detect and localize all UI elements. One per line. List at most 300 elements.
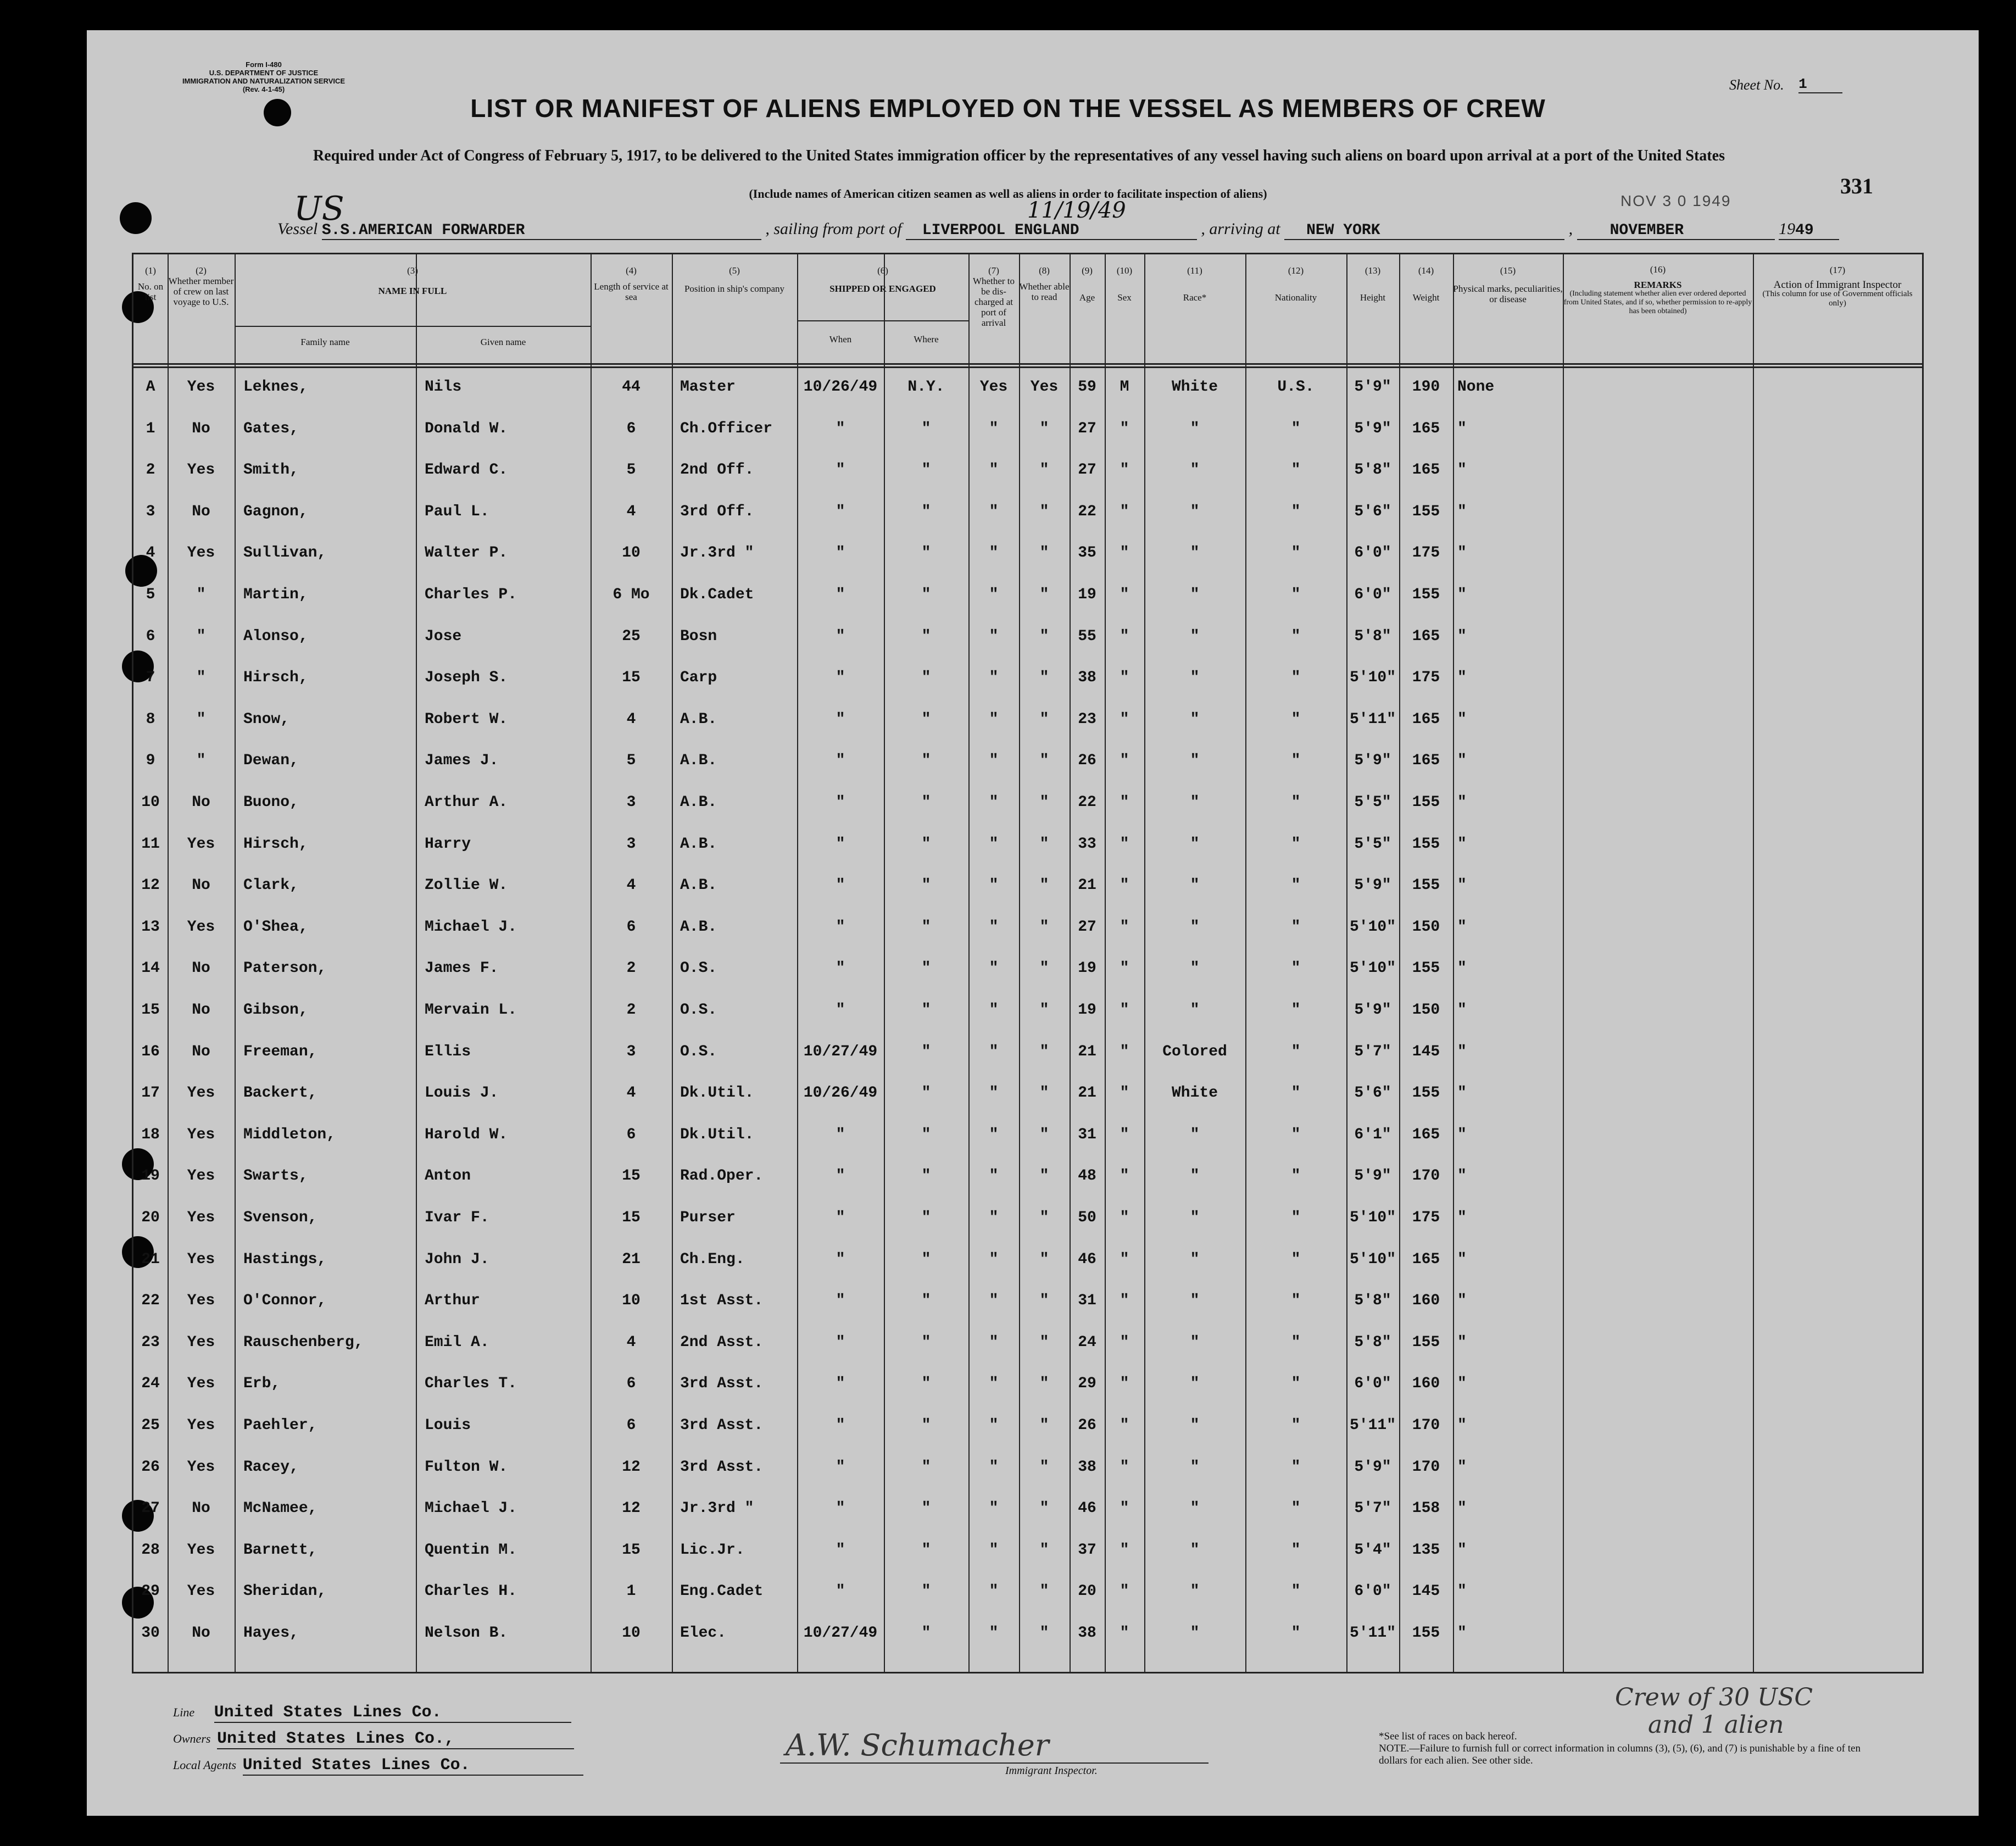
cell-height: 5'9" bbox=[1354, 420, 1391, 437]
table-row bbox=[133, 1036, 1922, 1076]
cell-read: Yes bbox=[1030, 379, 1059, 396]
cell-given: Nils bbox=[425, 379, 462, 396]
cell-no: 3 bbox=[146, 503, 155, 520]
cell-height: 5'8" bbox=[1354, 627, 1391, 645]
cell-marks: " bbox=[1457, 627, 1467, 645]
cell-discharged: " bbox=[989, 752, 999, 770]
cell-position: 3rd Off. bbox=[680, 503, 754, 520]
cell-service: 2 bbox=[626, 1002, 636, 1019]
cell-given: Ivar F. bbox=[425, 1209, 489, 1226]
cell-nationality: " bbox=[1291, 1126, 1301, 1143]
cell-no: 27 bbox=[141, 1500, 160, 1517]
cell-when: " bbox=[836, 1002, 845, 1019]
cell-height: 5'5" bbox=[1354, 794, 1391, 811]
cell-service: 6 bbox=[626, 1417, 636, 1434]
cell-age: 23 bbox=[1078, 710, 1096, 728]
cell-weight: 170 bbox=[1412, 1417, 1440, 1434]
cell-given: Zollie W. bbox=[425, 877, 508, 894]
cell-sex: " bbox=[1120, 1500, 1129, 1517]
crew-table: (1) No. on list (2) Whether member of crew on last voyage to U.S. (3) NAME IN FULL Family name Given name (4) Length of service at sea (5) Position in ship's company (6) SHIPPED OR ENGAGED When Where (7) Whether to be dis-charged at port of arrival (8) Whether able to read (9) Age (10) Sex (11) Race* (12) Nationality (13) Height (14) Weight (15) Physical marks, peculiarities, or disease (16) REMARKS (Including statement whether alien ever ordered deported from United States, and if so, whether permission to re-apply has been obtained) (17) Action of Immigrant Inspector (This column for use of Government officials only) A Yes Leknes, Nils 44 Master 10/26/49 N.Y. Yes Yes 59 M White U.S. 5'9" 190 None 1 No Gates, Donald W. 6 Ch.Officer " " " " 27 " " " 5'9" 165 " 2 Yes Smith, Edward C. 5 2nd Off. " " " " 27 " " " 5'8" 165 " 3 No Gagnon, Paul L. 4 3rd Off. " " " " 22 " " " 5'6" 155 " 4 Yes Sullivan, Walter P. 10 Jr.3rd " " " " " 35 " " " 6'0" 175 " 5 " Martin, Charles P. 6 Mo Dk.Cadet " " " " 19 " " " 6'0" 155 " 6 " Alonso, Jose 25 Bosn " " " " 55 " " " 5'8" 165 " 7 " Hirsch, Joseph S. 15 Carp " " " " 38 " " " 5'10" 175 " 8 " Snow, Robert W. 4 A.B. " " " " 23 " " " 5'11" 165 " 9 " Dewan, James J. 5 A.B. " " " " 26 " " " 5'9" 165 " 10 No Buono, Arthur A. 3 A.B. " " " " 22 " " " 5'5" 155 " 11 Yes Hirsch, Harry 3 A.B. " " " " 33 " " " 5'5" 155 " 12 No Clark, Zollie W. 4 A.B. " " " " 21 " " " 5'9" 155 " 13 Yes O'Shea, Michael J. 6 A.B. " " " " 27 " " " 5'10" 150 " 14 No Paterson, James F. 2 O.S. " " " " 19 " " " 5'10" 155 " 15 No Gibson, Mervain L. 2 O.S. " " " " 19 " " " 5'9" 150 " 16 No Freeman, Ellis 3 O.S. 10/27/49 " " " 21 " Colored " 5'7" 145 " 17 Yes Backert, Louis J. 4 Dk.Util. 10/26/49 " " " 21 " White " 5'6" 155 " 18 Yes Middleton, Harold W. 6 Dk.Util. " " " " 31 " " " 6'1" 165 " 19 Yes Swarts, Anton 15 Rad.Oper. " " " " 48 " " " 5'9" 170 " 20 Yes Svenson, Ivar F. 15 Purser " " " " 50 " " " 5'10" 175 " 21 Yes Hastings, John J. 21 Ch.Eng. " " " " 46 " " " 5'10" 165 " 22 Yes O'Connor, Arthur 10 1st Asst. " " " " 31 " " " 5'8" 160 " 23 Yes Rauschenberg, Emil A. 4 2nd Asst. " " " " 24 " " " 5'8" 155 " 24 Yes Erb, Charles T. 6 3rd Asst. " " " " 29 " " " 6'0" 160 " 25 Yes Paehler, Louis 6 3rd Asst. " " " " 26 " " " 5'11" 170 " 26 Yes Racey, Fulton W. 12 3rd Asst. " " " " 38 " " " 5'9" 170 " 27 No McNamee, Michael J. 12 Jr.3rd " " " " " 46 " " " 5'7" 158 " 28 Yes Barnett, Quentin M. 15 Lic.Jr. " " " " 37 " " " 5'4" 135 " 29 Yes Sheridan, Charles H. 1 Eng.Cadet " " " " 20 " " " 6'0" 145 " 30 No Hayes, Nelson B. 10 Elec. 10/27/49 " " " 38 " " " 5'11" 155 " bbox=[132, 253, 1924, 1673]
cell-family: Sheridan, bbox=[243, 1583, 327, 1600]
cell-service: 3 bbox=[626, 1043, 636, 1060]
cell-given: Donald W. bbox=[425, 420, 508, 437]
cell-marks: " bbox=[1457, 1375, 1467, 1393]
cell-height: 5'11" bbox=[1349, 1625, 1396, 1642]
cell-last: Yes bbox=[187, 379, 215, 396]
cell-when: " bbox=[836, 420, 845, 437]
include-note: (Include names of American citizen seamen as well as aliens in order to facilitate inspection of aliens) bbox=[749, 187, 1267, 201]
cell-position: O.S. bbox=[680, 1002, 717, 1019]
cell-age: 48 bbox=[1078, 1167, 1096, 1185]
cell-marks: " bbox=[1457, 1167, 1467, 1185]
cell-height: 5'8" bbox=[1354, 462, 1391, 479]
cell-sex: " bbox=[1120, 1167, 1129, 1185]
cell-discharged: " bbox=[989, 1583, 999, 1600]
cell-when: 10/26/49 bbox=[803, 379, 878, 396]
cell-when: " bbox=[836, 794, 845, 811]
cell-weight: 165 bbox=[1412, 1126, 1440, 1143]
cell-last: " bbox=[196, 669, 206, 687]
cell-sex: " bbox=[1120, 1209, 1129, 1226]
cell-where: " bbox=[921, 1625, 931, 1642]
cell-nationality: " bbox=[1291, 627, 1301, 645]
cell-where: " bbox=[921, 835, 931, 853]
cell-discharged: " bbox=[989, 877, 999, 894]
cell-marks: " bbox=[1457, 918, 1467, 936]
cell-position: Purser bbox=[680, 1209, 736, 1226]
cell-where: " bbox=[921, 1167, 931, 1185]
cell-height: 5'6" bbox=[1354, 503, 1391, 520]
cell-weight: 165 bbox=[1412, 462, 1440, 479]
cell-height: 5'7" bbox=[1354, 1500, 1391, 1517]
cell-marks: " bbox=[1457, 1085, 1467, 1102]
cell-sex: " bbox=[1120, 835, 1129, 853]
cell-sex: " bbox=[1120, 918, 1129, 936]
cell-marks: " bbox=[1457, 752, 1467, 770]
cell-race: " bbox=[1190, 877, 1200, 894]
cell-given: James F. bbox=[425, 960, 499, 977]
cell-race: " bbox=[1190, 752, 1200, 770]
cell-family: Dewan, bbox=[243, 752, 299, 770]
cell-discharged: " bbox=[989, 1250, 999, 1268]
cell-service: 3 bbox=[626, 794, 636, 811]
table-row bbox=[133, 579, 1922, 619]
cell-last: Yes bbox=[187, 1126, 215, 1143]
cell-position: A.B. bbox=[680, 710, 717, 728]
header-bottom-rule bbox=[133, 363, 1922, 365]
cell-sex: " bbox=[1120, 1126, 1129, 1143]
cell-read: " bbox=[1039, 1043, 1049, 1060]
cell-position: Dk.Cadet bbox=[680, 586, 754, 603]
cell-where: " bbox=[921, 1541, 931, 1559]
cell-last: No bbox=[192, 877, 210, 894]
cell-age: 27 bbox=[1078, 918, 1096, 936]
cell-discharged: " bbox=[989, 1126, 999, 1143]
cell-read: " bbox=[1039, 1625, 1049, 1642]
cell-no: 10 bbox=[141, 794, 160, 811]
cell-position: A.B. bbox=[680, 794, 717, 811]
cell-family: O'Shea, bbox=[243, 918, 308, 936]
cell-marks: " bbox=[1457, 1126, 1467, 1143]
cell-family: Sullivan, bbox=[243, 544, 327, 562]
cell-height: 5'10" bbox=[1349, 918, 1396, 936]
cell-age: 35 bbox=[1078, 544, 1096, 562]
cell-family: Smith, bbox=[243, 462, 299, 479]
header-bottom-rule bbox=[133, 366, 1922, 368]
cell-when: " bbox=[836, 752, 845, 770]
cell-when: " bbox=[836, 1583, 845, 1600]
cell-family: Gagnon, bbox=[243, 503, 308, 520]
cell-age: 31 bbox=[1078, 1292, 1096, 1310]
table-row bbox=[133, 661, 1922, 702]
cell-last: Yes bbox=[187, 1583, 215, 1600]
cell-height: 5'8" bbox=[1354, 1292, 1391, 1310]
cell-race: " bbox=[1190, 794, 1200, 811]
cell-age: 19 bbox=[1078, 960, 1096, 977]
cell-given: Quentin M. bbox=[425, 1541, 517, 1559]
cell-read: " bbox=[1039, 1209, 1049, 1226]
cell-discharged: " bbox=[989, 960, 999, 977]
cell-sex: " bbox=[1120, 752, 1129, 770]
cell-race: White bbox=[1171, 379, 1218, 396]
cell-where: " bbox=[921, 544, 931, 562]
cell-marks: " bbox=[1457, 1002, 1467, 1019]
cell-weight: 175 bbox=[1412, 1209, 1440, 1226]
cell-service: 15 bbox=[622, 1541, 641, 1559]
cell-age: 22 bbox=[1078, 503, 1096, 520]
cell-family: Snow, bbox=[243, 710, 290, 728]
cell-sex: " bbox=[1120, 1541, 1129, 1559]
cell-weight: 150 bbox=[1412, 918, 1440, 936]
cell-where: " bbox=[921, 462, 931, 479]
cell-given: Fulton W. bbox=[425, 1458, 508, 1476]
cell-when: " bbox=[836, 877, 845, 894]
cell-age: 38 bbox=[1078, 1458, 1096, 1476]
cell-weight: 135 bbox=[1412, 1541, 1440, 1559]
cell-given: Edward C. bbox=[425, 462, 508, 479]
cell-weight: 155 bbox=[1412, 1085, 1440, 1102]
cell-weight: 160 bbox=[1412, 1292, 1440, 1310]
table-row bbox=[133, 454, 1922, 494]
cell-position: Jr.3rd " bbox=[680, 1500, 754, 1517]
cell-read: " bbox=[1039, 1333, 1049, 1351]
cell-when: " bbox=[836, 462, 845, 479]
cell-no: 2 bbox=[146, 462, 155, 479]
page-number: 331 bbox=[1840, 174, 1873, 198]
cell-race: " bbox=[1190, 1333, 1200, 1351]
cell-nationality: " bbox=[1291, 1417, 1301, 1434]
cell-last: Yes bbox=[187, 544, 215, 562]
sheet-number: Sheet No. 1 bbox=[1729, 76, 1842, 93]
cell-given: Michael J. bbox=[425, 918, 517, 936]
cell-race: " bbox=[1190, 1541, 1200, 1559]
cell-race: " bbox=[1190, 1417, 1200, 1434]
cell-race: " bbox=[1190, 627, 1200, 645]
cell-marks: " bbox=[1457, 669, 1467, 687]
cell-read: " bbox=[1039, 710, 1049, 728]
cell-age: 55 bbox=[1078, 627, 1096, 645]
cell-race: Colored bbox=[1162, 1043, 1227, 1060]
table-row bbox=[133, 1617, 1922, 1658]
table-row bbox=[133, 1119, 1922, 1159]
cell-age: 29 bbox=[1078, 1375, 1096, 1393]
cell-height: 5'9" bbox=[1354, 877, 1391, 894]
cell-when: " bbox=[836, 835, 845, 853]
cell-race: " bbox=[1190, 1292, 1200, 1310]
cell-sex: " bbox=[1120, 1292, 1129, 1310]
sailing-port: LIVERPOOL ENGLAND bbox=[906, 222, 1197, 240]
cell-sex: " bbox=[1120, 1583, 1129, 1600]
cell-nationality: " bbox=[1291, 1458, 1301, 1476]
cell-read: " bbox=[1039, 420, 1049, 437]
table-row bbox=[133, 952, 1922, 993]
cell-discharged: " bbox=[989, 1043, 999, 1060]
cell-where: " bbox=[921, 1458, 931, 1476]
cell-marks: " bbox=[1457, 462, 1467, 479]
cell-family: Alonso, bbox=[243, 627, 308, 645]
cell-no: 9 bbox=[146, 752, 155, 770]
cell-last: No bbox=[192, 960, 210, 977]
cell-race: " bbox=[1190, 586, 1200, 603]
cell-sex: " bbox=[1120, 710, 1129, 728]
cell-given: Emil A. bbox=[425, 1333, 489, 1351]
cell-nationality: " bbox=[1291, 669, 1301, 687]
required-statement: Required under Act of Congress of February 5, 1917, to be delivered to the United States immigration officer by the representatives of any vessel having such aliens on board upon arrival at a port of the United States bbox=[313, 147, 1725, 164]
cell-age: 19 bbox=[1078, 586, 1096, 603]
table-row bbox=[133, 1534, 1922, 1575]
cell-family: Svenson, bbox=[243, 1209, 318, 1226]
cell-race: " bbox=[1190, 1126, 1200, 1143]
cell-last: Yes bbox=[187, 1292, 215, 1310]
cell-position: Ch.Eng. bbox=[680, 1250, 745, 1268]
cell-age: 21 bbox=[1078, 1085, 1096, 1102]
cell-nationality: " bbox=[1291, 503, 1301, 520]
cell-no: 18 bbox=[141, 1126, 160, 1143]
cell-discharged: " bbox=[989, 627, 999, 645]
cell-no: 7 bbox=[146, 669, 155, 687]
cell-discharged: " bbox=[989, 669, 999, 687]
cell-weight: 160 bbox=[1412, 1375, 1440, 1393]
cell-read: " bbox=[1039, 877, 1049, 894]
cell-position: Jr.3rd " bbox=[680, 544, 754, 562]
table-row bbox=[133, 1326, 1922, 1367]
cell-position: Master bbox=[680, 379, 736, 396]
cell-weight: 170 bbox=[1412, 1458, 1440, 1476]
table-row bbox=[133, 828, 1922, 869]
cell-given: Ellis bbox=[425, 1043, 471, 1060]
cell-weight: 145 bbox=[1412, 1583, 1440, 1600]
cell-height: 5'10" bbox=[1349, 1250, 1396, 1268]
form-identifier: Form I-480 U.S. DEPARTMENT OF JUSTICE IMMIGRATION AND NATURALIZATION SERVICE (Rev. 4-1-45) bbox=[182, 60, 346, 93]
cell-nationality: " bbox=[1291, 544, 1301, 562]
cell-given: Arthur bbox=[425, 1292, 480, 1310]
cell-given: Joseph S. bbox=[425, 669, 508, 687]
cell-weight: 155 bbox=[1412, 1333, 1440, 1351]
table-row bbox=[133, 1492, 1922, 1533]
cell-when: " bbox=[836, 1167, 845, 1185]
cell-when: " bbox=[836, 669, 845, 687]
cell-family: O'Connor, bbox=[243, 1292, 327, 1310]
cell-height: 5'9" bbox=[1354, 379, 1391, 396]
arriving-port: NEW YORK bbox=[1284, 222, 1564, 240]
cell-race: " bbox=[1190, 1375, 1200, 1393]
cell-when: 10/27/49 bbox=[803, 1043, 878, 1060]
cell-height: 5'10" bbox=[1349, 669, 1396, 687]
cell-when: " bbox=[836, 1417, 845, 1434]
inspector-label: Immigrant Inspector. bbox=[1005, 1765, 1098, 1777]
cell-marks: " bbox=[1457, 1625, 1467, 1642]
cell-family: McNamee, bbox=[243, 1500, 318, 1517]
cell-marks: " bbox=[1457, 1292, 1467, 1310]
cell-read: " bbox=[1039, 586, 1049, 603]
cell-where: " bbox=[921, 710, 931, 728]
received-stamp: NOV 3 0 1949 bbox=[1620, 192, 1731, 209]
cell-position: 1st Asst. bbox=[680, 1292, 764, 1310]
cell-nationality: " bbox=[1291, 1043, 1301, 1060]
cell-position: Dk.Util. bbox=[680, 1085, 754, 1102]
cell-position: O.S. bbox=[680, 960, 717, 977]
cell-no: A bbox=[146, 379, 155, 396]
cell-service: 4 bbox=[626, 710, 636, 728]
table-row bbox=[133, 1451, 1922, 1492]
cell-race: " bbox=[1190, 1583, 1200, 1600]
cell-read: " bbox=[1039, 1500, 1049, 1517]
cell-position: 3rd Asst. bbox=[680, 1375, 764, 1393]
cell-weight: 165 bbox=[1412, 627, 1440, 645]
cell-height: 5'8" bbox=[1354, 1333, 1391, 1351]
cell-last: Yes bbox=[187, 1250, 215, 1268]
cell-position: Rad.Oper. bbox=[680, 1167, 764, 1185]
cell-where: " bbox=[921, 794, 931, 811]
cell-where: " bbox=[921, 752, 931, 770]
cell-nationality: " bbox=[1291, 1500, 1301, 1517]
cell-age: 37 bbox=[1078, 1541, 1096, 1559]
cell-position: O.S. bbox=[680, 1043, 717, 1060]
punch-hole bbox=[120, 202, 152, 234]
cell-when: " bbox=[836, 627, 845, 645]
cell-age: 26 bbox=[1078, 752, 1096, 770]
cell-no: 19 bbox=[141, 1167, 160, 1185]
cell-nationality: " bbox=[1291, 960, 1301, 977]
cell-service: 6 bbox=[626, 918, 636, 936]
cell-nationality: " bbox=[1291, 1541, 1301, 1559]
cell-weight: 155 bbox=[1412, 586, 1440, 603]
cell-height: 5'10" bbox=[1349, 1209, 1396, 1226]
cell-discharged: " bbox=[989, 1500, 999, 1517]
page-title: LIST OR MANIFEST OF ALIENS EMPLOYED ON THE VESSEL AS MEMBERS OF CREW bbox=[470, 94, 1546, 123]
cell-position: A.B. bbox=[680, 918, 717, 936]
cell-sex: " bbox=[1120, 627, 1129, 645]
cell-nationality: U.S. bbox=[1277, 379, 1315, 396]
cell-where: " bbox=[921, 503, 931, 520]
cell-discharged: Yes bbox=[979, 379, 1008, 396]
cell-where: " bbox=[921, 960, 931, 977]
table-row bbox=[133, 744, 1922, 785]
signature-line bbox=[780, 1762, 1209, 1764]
table-row bbox=[133, 1367, 1922, 1408]
cell-read: " bbox=[1039, 1583, 1049, 1600]
cell-position: 2nd Off. bbox=[680, 462, 754, 479]
cell-read: " bbox=[1039, 627, 1049, 645]
cell-sex: " bbox=[1120, 1333, 1129, 1351]
cell-weight: 165 bbox=[1412, 710, 1440, 728]
cell-when: 10/26/49 bbox=[803, 1085, 878, 1102]
cell-when: " bbox=[836, 1541, 845, 1559]
cell-nationality: " bbox=[1291, 1085, 1301, 1102]
arrival-year: 49 bbox=[1795, 222, 1814, 239]
cell-service: 6 Mo bbox=[612, 586, 650, 603]
inspector-signature: A.W. Schumacher bbox=[786, 1728, 1049, 1762]
cell-where: " bbox=[921, 1043, 931, 1060]
cell-height: 5'4" bbox=[1354, 1541, 1391, 1559]
cell-where: " bbox=[921, 1126, 931, 1143]
cell-weight: 155 bbox=[1412, 1625, 1440, 1642]
table-row bbox=[133, 1575, 1922, 1616]
cell-family: Hastings, bbox=[243, 1250, 327, 1268]
cell-position: A.B. bbox=[680, 752, 717, 770]
cell-nationality: " bbox=[1291, 1375, 1301, 1393]
cell-discharged: " bbox=[989, 1002, 999, 1019]
cell-nationality: " bbox=[1291, 752, 1301, 770]
cell-height: 6'0" bbox=[1354, 1375, 1391, 1393]
cell-when: " bbox=[836, 503, 845, 520]
cell-discharged: " bbox=[989, 1417, 999, 1434]
cell-read: " bbox=[1039, 1541, 1049, 1559]
cell-race: " bbox=[1190, 1250, 1200, 1268]
cell-nationality: " bbox=[1291, 1167, 1301, 1185]
cell-where: " bbox=[921, 1500, 931, 1517]
cell-age: 27 bbox=[1078, 462, 1096, 479]
cell-no: 6 bbox=[146, 627, 155, 645]
cell-nationality: " bbox=[1291, 794, 1301, 811]
cell-family: Paehler, bbox=[243, 1417, 318, 1434]
cell-given: Nelson B. bbox=[425, 1625, 508, 1642]
cell-when: " bbox=[836, 1375, 845, 1393]
cell-race: " bbox=[1190, 1500, 1200, 1517]
cell-position: Bosn bbox=[680, 627, 717, 645]
cell-height: 6'0" bbox=[1354, 586, 1391, 603]
cell-sex: " bbox=[1120, 503, 1129, 520]
cell-position: 3rd Asst. bbox=[680, 1417, 764, 1434]
cell-marks: " bbox=[1457, 835, 1467, 853]
cell-discharged: " bbox=[989, 794, 999, 811]
cell-service: 6 bbox=[626, 420, 636, 437]
cell-no: 13 bbox=[141, 918, 160, 936]
cell-marks: " bbox=[1457, 960, 1467, 977]
penalty-note: *See list of races on back hereof. NOTE.—Failure to furnish full or correct information in columns (3), (5), (6), and (7) is punishable by a fine of ten dollars for each alien. See other side. bbox=[1379, 1731, 1861, 1766]
cell-family: Rauschenberg, bbox=[243, 1333, 364, 1351]
cell-race: " bbox=[1190, 1209, 1200, 1226]
cell-marks: " bbox=[1457, 1250, 1467, 1268]
cell-service: 25 bbox=[622, 627, 641, 645]
cell-no: 1 bbox=[146, 420, 155, 437]
cell-given: Anton bbox=[425, 1167, 471, 1185]
cell-service: 44 bbox=[622, 379, 641, 396]
cell-position: Dk.Util. bbox=[680, 1126, 754, 1143]
table-row bbox=[133, 994, 1922, 1035]
cell-discharged: " bbox=[989, 835, 999, 853]
cell-family: Racey, bbox=[243, 1458, 299, 1476]
cell-weight: 145 bbox=[1412, 1043, 1440, 1060]
cell-given: Arthur A. bbox=[425, 794, 508, 811]
table-row bbox=[133, 1243, 1922, 1284]
cell-last: No bbox=[192, 1043, 210, 1060]
cell-service: 6 bbox=[626, 1375, 636, 1393]
cell-last: " bbox=[196, 752, 206, 770]
cell-height: 6'0" bbox=[1354, 544, 1391, 562]
cell-last: " bbox=[196, 627, 206, 645]
cell-nationality: " bbox=[1291, 1250, 1301, 1268]
